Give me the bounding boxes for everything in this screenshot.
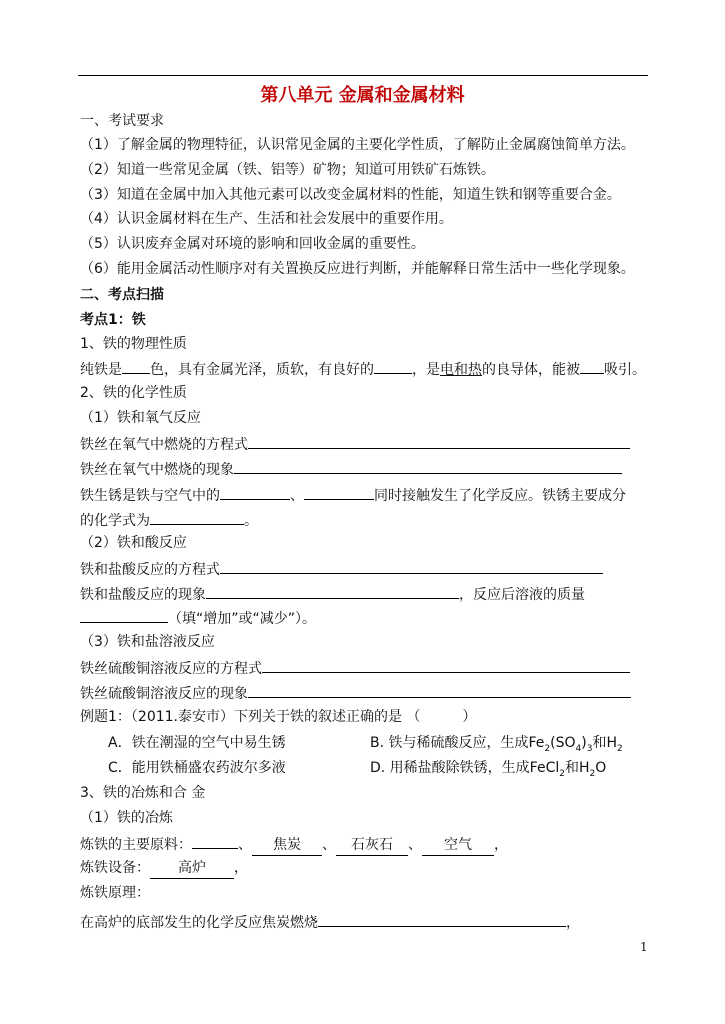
option-c[interactable]: C．能用铁桶盛农药波尔多液 <box>108 760 286 776</box>
answer-furnace: 高炉 <box>150 858 234 879</box>
blank[interactable] <box>234 458 622 474</box>
blank[interactable] <box>248 682 631 698</box>
requirement-1: （1）了解金属的物理特征，认识常见金属的主要化学性质，了解防止金属腐蚀简单方法。 <box>80 137 635 153</box>
option-d[interactable]: D. 用稀盐酸除铁锈，生成FeCl$_2$和$H_2O$ <box>370 760 607 779</box>
requirement-6: （6）能用金属活动性顺序对有关置换反应进行判断，并能解释日常生活中一些化学现象。 <box>80 261 635 277</box>
item-heading: （1）铁和氧气反应 <box>80 410 201 426</box>
top-rule <box>78 75 648 76</box>
blank[interactable] <box>122 358 150 374</box>
option-a[interactable]: A．铁在潮湿的空气中易生锈 <box>108 735 286 751</box>
blank[interactable] <box>304 484 374 500</box>
topic-heading: 考点1：铁 <box>80 312 146 328</box>
item-heading: （2）铁和酸反应 <box>80 535 187 551</box>
item-heading: （3）铁和盐溶液反应 <box>80 634 215 650</box>
fill-line: （填“增加”或“减少”）。 <box>80 607 316 629</box>
fill-line: 炼铁设备： 高炉 ， <box>80 858 248 879</box>
physical-properties-line: 纯铁是 色，具有金属光泽，质软，有良好的 ，是电和热的良导体，能被 吸引。 <box>80 358 646 380</box>
section-heading: 一、考试要求 <box>80 113 164 129</box>
option-b[interactable]: B. 铁与稀硫酸反应，生成$Fe_2(SO_4)_3$和$H_2$ <box>370 735 623 754</box>
section-heading: 二、考点扫描 <box>80 287 164 303</box>
fill-line: 炼铁的主要原料： 、 焦炭 、 石灰石 、 空气 ， <box>80 833 508 856</box>
answer-air: 空气 <box>422 835 494 856</box>
blank[interactable] <box>220 558 603 574</box>
subsection-heading: 1、铁的物理性质 <box>80 336 187 352</box>
blank[interactable] <box>220 484 290 500</box>
requirement-3: （3）知道在金属中加入其他元素可以改变金属材料的性能，知道生铁和钢等重要合金。 <box>80 187 621 203</box>
requirement-5: （5）认识废弃金属对环境的影响和回收金属的重要性。 <box>80 236 425 252</box>
fill-line: 铁丝硫酸铜溶液反应的现象 <box>80 682 631 704</box>
requirement-4: （4）认识金属材料在生产、生活和社会发展中的重要作用。 <box>80 211 453 227</box>
subsection-heading: 2、铁的化学性质 <box>80 385 187 401</box>
blank[interactable] <box>192 833 238 849</box>
blank[interactable] <box>374 358 412 374</box>
fill-line: 铁丝在氧气中燃烧的方程式 <box>80 433 630 455</box>
subsection-heading: 3、铁的冶炼和合 金 <box>80 785 206 801</box>
blank[interactable] <box>150 509 244 525</box>
blank[interactable] <box>248 433 630 449</box>
page-number: 1 <box>640 940 648 954</box>
blank[interactable] <box>262 657 630 673</box>
fill-line: 的化学式为 。 <box>80 509 258 531</box>
page-title: 第八单元 金属和金属材料 <box>260 85 465 106</box>
answer-coke: 焦炭 <box>252 835 322 856</box>
fill-line: 在高炉的底部发生的化学反应焦炭燃烧 ， <box>80 911 580 933</box>
item-heading: （1）铁的冶炼 <box>80 810 173 826</box>
fill-line: 铁和盐酸反应的现象 ，反应后溶液的质量 <box>80 583 585 605</box>
fill-line: 铁丝在氧气中燃烧的现象 <box>80 458 622 480</box>
example-question: 例题1：（2011.泰安市）下列关于铁的叙述正确的是 （ ） <box>80 709 477 725</box>
fill-line: 铁生锈是铁与空气中的 、 同时接触发生了化学反应。铁锈主要成分 <box>80 484 626 506</box>
answer-limestone: 石灰石 <box>336 835 408 856</box>
blank[interactable] <box>318 911 566 927</box>
blank[interactable] <box>80 607 168 623</box>
fill-line: 铁和盐酸反应的方程式 <box>80 558 603 580</box>
fill-line: 铁丝硫酸铜溶液反应的方程式 <box>80 657 630 679</box>
subsection-heading: 炼铁原理： <box>80 885 150 901</box>
blank[interactable] <box>580 358 604 374</box>
blank[interactable] <box>206 583 459 599</box>
requirement-2: （2）知道一些常见金属（铁、铝等）矿物；知道可用铁矿石炼铁。 <box>80 162 495 178</box>
